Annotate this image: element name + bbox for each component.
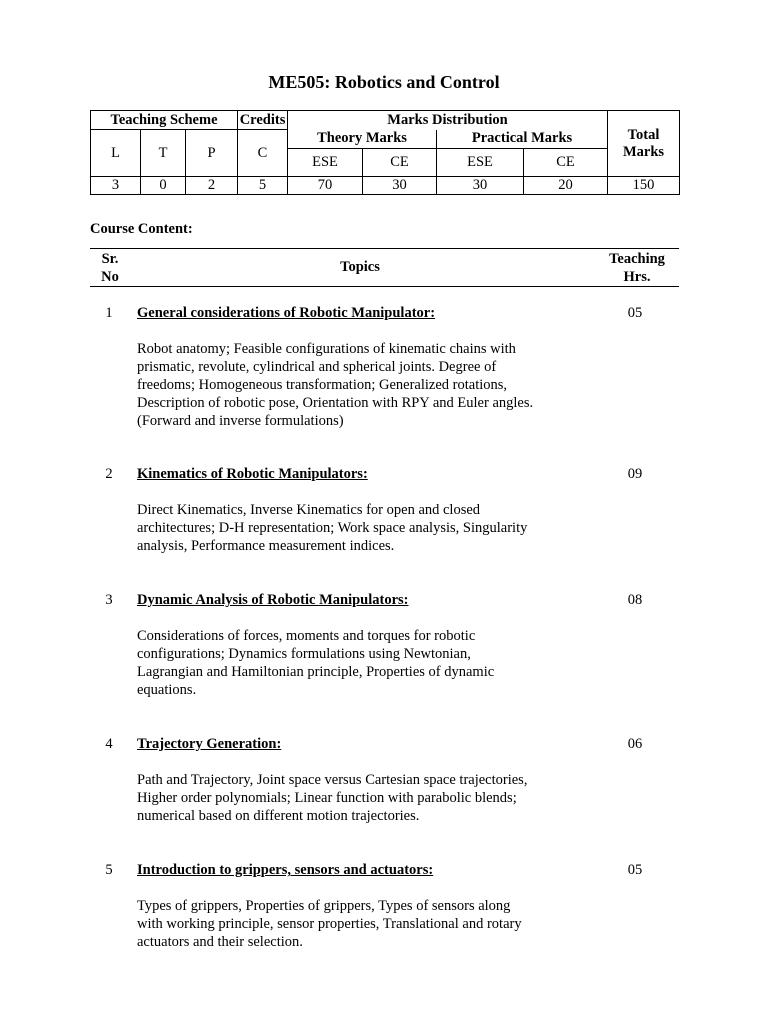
- topic-number: 3: [105, 592, 113, 608]
- theory-marks-header: Theory Marks: [288, 130, 437, 149]
- credits-header: Credits: [238, 111, 288, 130]
- description-line: Types of grippers, Properties of grippers, Types of sensors along: [137, 898, 511, 914]
- teaching-hrs-header: [601, 250, 673, 286]
- description-line: Higher order polynomials; Linear function with parabolic blends;: [137, 790, 517, 806]
- topic-title: Dynamic Analysis of Robotic Manipulators:: [137, 592, 409, 608]
- description-line: numerical based on different motion trajectories.: [137, 808, 420, 824]
- page-title: ME505: Robotics and Control: [268, 72, 500, 92]
- description-line: Lagrangian and Hamiltonian principle, Properties of dynamic: [137, 664, 495, 680]
- value-theory-ce: 30: [363, 177, 437, 195]
- practical-ce-header: CE: [524, 149, 608, 177]
- col-l-header: L: [91, 130, 141, 177]
- col-p-header: P: [186, 130, 238, 177]
- hrs-line1: Teaching: [609, 251, 665, 267]
- description-line: with working principle, sensor properties, Translational and rotary: [137, 916, 522, 932]
- practical-ese-header: ESE: [437, 149, 524, 177]
- col-t-header: T: [141, 130, 186, 177]
- value-c: 5: [238, 177, 288, 195]
- topic-number: 4: [105, 736, 113, 752]
- theory-ese-header: ESE: [288, 149, 363, 177]
- sr-line2: No: [101, 269, 119, 285]
- value-t: 0: [141, 177, 186, 195]
- theory-ce-header: CE: [363, 149, 437, 177]
- description-line: Considerations of forces, moments and torques for robotic: [137, 628, 476, 644]
- sr-line1: Sr.: [101, 251, 119, 267]
- value-p: 2: [186, 177, 238, 195]
- description-line: actuators and their selection.: [137, 934, 303, 950]
- topic-description: [137, 501, 607, 555]
- description-line: architectures; D-H representation; Work space analysis, Singularity: [137, 520, 528, 536]
- topic-description: [137, 340, 607, 430]
- description-line: (Forward and inverse formulations): [137, 413, 344, 429]
- total-marks-header: Total Marks: [608, 111, 680, 177]
- value-l: 3: [91, 177, 141, 195]
- topic-number: 2: [105, 466, 113, 482]
- topics-header: [90, 248, 679, 287]
- marks-distribution-header: Marks Distribution: [288, 111, 608, 130]
- description-line: Description of robotic pose, Orientation with RPY and Euler angles.: [137, 395, 534, 411]
- topic-number: 5: [105, 862, 113, 878]
- description-line: Robot anatomy; Feasible configurations of kinematic chains with: [137, 341, 516, 357]
- topic-number: 1: [105, 305, 113, 321]
- value-total: 150: [608, 177, 680, 195]
- value-practical-ese: 30: [437, 177, 524, 195]
- value-practical-ce: 20: [524, 177, 608, 195]
- topic-description: [137, 771, 607, 825]
- topics-column-header: Topics: [340, 259, 380, 275]
- topic-title: Trajectory Generation:: [137, 736, 282, 752]
- col-c-header: C: [238, 130, 288, 177]
- topic-hours: 05: [627, 305, 643, 321]
- description-line: configurations; Dynamics formulations using Newtonian,: [137, 646, 471, 662]
- description-line: prismatic, revolute, cylindrical and spherical joints. Degree of: [137, 359, 497, 375]
- practical-marks-header: Practical Marks: [437, 130, 608, 149]
- teaching-scheme-table: [90, 110, 680, 195]
- description-line: analysis, Performance measurement indices.: [137, 538, 395, 554]
- topic-hours: 06: [627, 736, 643, 752]
- description-line: Direct Kinematics, Inverse Kinematics for open and closed: [137, 502, 481, 518]
- hrs-line2: Hrs.: [623, 269, 651, 285]
- description-line: equations.: [137, 682, 197, 698]
- course-content-label: Course Content:: [90, 221, 193, 237]
- value-theory-ese: 70: [288, 177, 363, 195]
- description-line: Path and Trajectory, Joint space versus Cartesian space trajectories,: [137, 772, 528, 788]
- topic-title: Kinematics of Robotic Manipulators:: [137, 466, 368, 482]
- topic-hours: 08: [627, 592, 643, 608]
- description-line: freedoms; Homogeneous transformation; Generalized rotations,: [137, 377, 508, 393]
- topic-title: Introduction to grippers, sensors and actuators:: [137, 862, 434, 878]
- topic-title: General considerations of Robotic Manipulator:: [137, 305, 436, 321]
- topic-description: [137, 627, 607, 699]
- topic-hours: 09: [627, 466, 643, 482]
- topic-description: [137, 897, 607, 951]
- teaching-scheme-header: Teaching Scheme: [91, 111, 238, 130]
- topic-hours: 05: [627, 862, 643, 878]
